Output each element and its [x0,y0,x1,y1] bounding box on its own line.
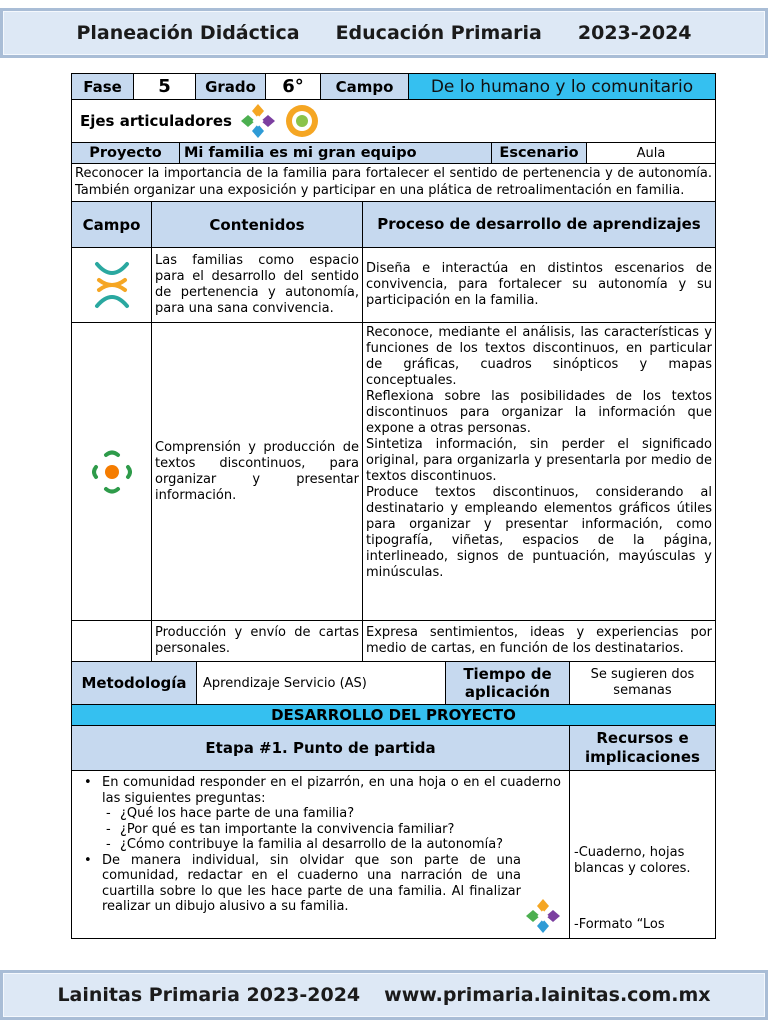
interculturalidad-icon [240,103,276,139]
communication-icon [92,449,132,495]
fase-value: 5 [134,74,196,99]
escenario-label: Escenario [492,143,587,163]
desarrollo-row [72,705,715,726]
info-row [72,74,715,100]
col-proceso: Proceso de desarrollo de aprendizajes [363,202,715,247]
ejes-row [72,100,715,143]
fase-label: Fase [72,74,134,99]
campo-icon-cell [72,621,152,661]
campo-label: Campo [321,74,409,99]
etapa-activities [72,771,570,938]
contenido-1: Las familias como espacio para el desarrollo del sentido de pertenencia y autonomía, para una sana convivencia. [152,248,363,322]
list-item: • De manera individual, sin olvidar que son parte de una comunidad, redactar en el cuaderno una narración de una cuartilla sobre lo que les hace parte de una familia. Al finalizar realizar un dibujo alusivo a su familia. [76,853,561,915]
table-row [72,621,715,662]
header-banner [0,8,768,58]
recurso-1: -Cuaderno, hojas blancas y colores. [574,845,691,876]
table-header-row [72,202,715,248]
proceso-1: Diseña e interactúa en distintos escenarios de convivencia, para fortalecer su autonomía y su participación en la familia. [366,261,712,308]
footer-banner [0,970,768,1020]
proceso-3: Expresa sentimientos, ideas y experiencias por medio de cartas, en función de los destinatarios. [366,625,712,656]
etapa-body-row [72,771,715,938]
planning-table [71,73,716,939]
campo-icon-cell [72,323,152,620]
etapa-resources [570,771,715,938]
contenido-2: Comprensión y producción de textos discontinuos, para organizar y presentar información. [152,323,363,620]
campo-value: De lo humano y lo comunitario [409,74,715,99]
grado-value: 6° [266,74,321,99]
list-item: - ¿Qué los hace parte de una familia? [98,806,561,822]
proyecto-row [72,143,715,164]
metodologia-value: Aprendizaje Servicio (AS) [197,662,446,704]
ejes-label: Ejes articuladores [80,112,232,130]
table-row [72,323,715,621]
col-campo: Campo [72,202,152,247]
vida-saludable-icon [284,103,320,139]
recursos-label: Recursos e implicaciones [570,726,715,770]
contenido-3: Producción y envío de cartas personales. [152,621,363,661]
header-level: Educación Primaria [335,22,542,44]
header-year: 2023-2024 [577,22,692,44]
campo-icon-cell [72,248,152,322]
desarrollo-title: DESARROLLO DEL PROYECTO [72,705,715,725]
tiempo-value: Se sugieren dos semanas [590,667,695,698]
tiempo-label: Tiempo de aplicación [446,662,570,704]
ejes-cell [72,100,715,142]
escenario-value: Aula [587,143,715,163]
etapa-title: Etapa #1. Punto de partida [72,726,570,770]
interculturalidad-icon [525,898,561,934]
question-list [98,806,561,853]
activity-list [76,775,561,915]
proyecto-value: Mi familia es mi gran equipo [180,143,492,163]
grado-label: Grado [196,74,266,99]
table-row [72,248,715,323]
people-network-icon [93,260,131,310]
footer-url[interactable]: www.primaria.lainitas.com.mx [384,984,711,1006]
proceso-2: Reconoce, mediante el análisis, las características y funciones de los textos discontinuos, en particular de gráficas, cuadros sinópticos y mapas conceptuales. Reflexiona sobre las posibilidades de los textos discontinuos para organizar la información que expone a otras personas. Sintetiza información, sin perder el significado original, para organizarla y presentarla por medio de textos discontinuos. Produce textos discontinuos, considerando al destinatario y empleando elementos gráficos útiles para organizar y presentar información, como tipografía, viñetas, espacios de la página, interlineado, signos de puntuación, mayúsculas y minúsculas. [366,325,712,580]
descripcion-row [72,164,715,202]
metodologia-label: Metodología [72,662,197,704]
project-description: Reconocer la importancia de la familia para fortalecer el sentido de pertenencia y de autonomía. También organizar una exposición y participar en una plática de retroalimentación en familia. [75,166,712,198]
proyecto-label: Proyecto [72,143,180,163]
header-title: Planeación Didáctica [76,22,300,44]
list-item: • En comunidad responder en el pizarrón, en una hoja o en el cuaderno las siguientes preguntas: - ¿Qué los hace parte de una familia? - ¿Por qué es tan importante la convivencia familiar? - ¿Cómo contribuye la familia al desarrollo de la autonomía? [76,775,561,853]
footer-brand: Lainitas Primaria 2023-2024 [57,984,361,1006]
col-contenidos: Contenidos [152,202,363,247]
recurso-2: -Formato “Los [574,917,665,932]
list-item: - ¿Por qué es tan importante la convivencia familiar? [98,822,561,838]
list-item: - ¿Cómo contribuye la familia al desarrollo de la autonomía? [98,837,561,853]
etapa-header-row [72,726,715,771]
metodologia-row [72,662,715,705]
